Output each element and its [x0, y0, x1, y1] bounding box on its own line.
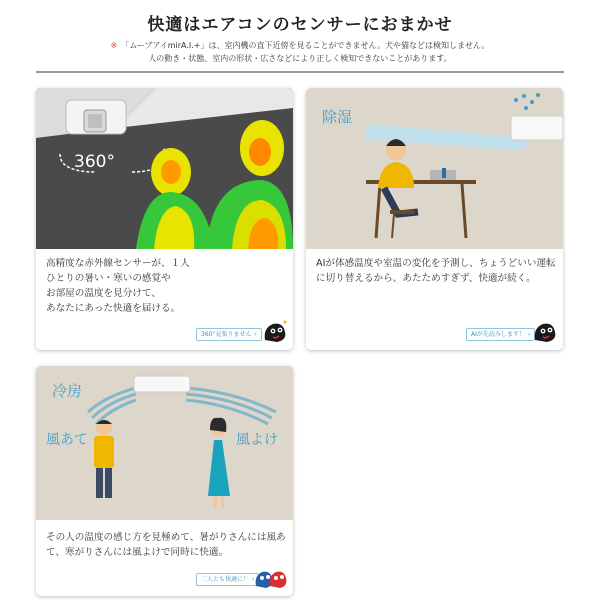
sensor-device-icon: [66, 100, 126, 134]
note-line-2: 人の動き・状態、室内の形状・広さなどにより正しく検知できないことがあります。: [148, 54, 452, 63]
text-line: ひとりの暑い・寒いの感覚や: [46, 273, 171, 284]
sensor-link-button[interactable]: 360°見張りません ›: [196, 328, 262, 341]
aircon-unit-icon: [134, 376, 190, 392]
overlay-360-label: 360°: [74, 152, 115, 172]
thermal-image: [36, 88, 293, 249]
dehumidify-label: 除湿: [322, 108, 353, 126]
card-cooling: [36, 366, 293, 596]
dehumidify-link-button[interactable]: AIが先読みします！ ›: [466, 328, 535, 341]
disclaimer-note: [0, 39, 600, 65]
dehumidify-scene: [306, 88, 563, 249]
page-title: 快適はエアコンのセンサーにおまかせ: [147, 15, 453, 35]
wind-avoid-label: 風よけ: [236, 432, 278, 448]
cooling-scene: [36, 366, 293, 520]
text-line: に切り替えるから、あたためすぎず、快適が続く。: [316, 273, 536, 284]
note-mark: ※: [110, 41, 118, 50]
text-line: 高精度な赤外線センサーが、１人: [46, 258, 190, 269]
text-line: お部屋の温度を見分けて、: [46, 288, 161, 299]
text-line: その人の温度の感じ方を見極めて、暑がりさんには風あ: [46, 532, 286, 543]
card-dehumidify-text: [316, 256, 561, 286]
card-dehumidify: [306, 88, 563, 350]
card-sensor: [36, 88, 293, 350]
text-line: AIが体感温度や室温の変化を予測し、ちょうどいい運転: [316, 258, 556, 269]
mascot-icon: [261, 318, 289, 344]
note-line-1: 「ムーブアイmirA.I.+」は、室内機の直下近傍を見ることができません。犬や猫などは検知しません。: [121, 41, 490, 50]
mascot-icon: [531, 318, 559, 344]
text-line: あなたにあった快適を届ける。: [46, 303, 181, 314]
card-cooling-text: [46, 530, 291, 560]
header-divider: [36, 71, 564, 73]
cooling-link-button[interactable]: 二人とも快適に！ ›: [196, 573, 259, 586]
mascot-pair-icon: [254, 564, 288, 590]
card-sensor-text: [46, 256, 286, 316]
aircon-unit-icon: [511, 116, 563, 140]
text-line: て、寒がりさんには風よけで同時に快適。: [46, 547, 229, 558]
wind-on-label: 風あて: [46, 432, 88, 448]
cooling-label: 冷房: [52, 382, 83, 400]
